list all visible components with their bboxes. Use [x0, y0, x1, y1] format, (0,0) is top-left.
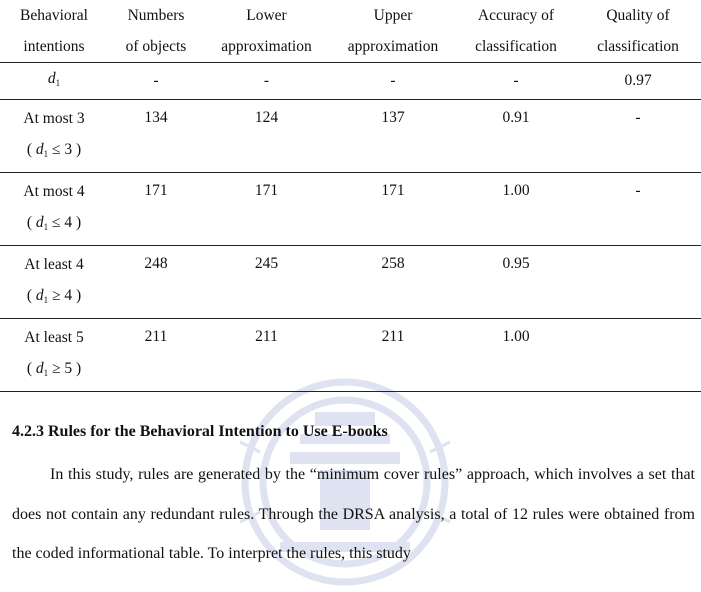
cell: 171	[108, 173, 204, 246]
cell: -	[575, 173, 701, 246]
table-row	[0, 246, 701, 319]
cell: 211	[204, 319, 329, 392]
table-row	[0, 100, 701, 173]
cell: 258	[329, 246, 457, 319]
body-paragraph: In this study, rules are generated by the “minimum cover rules” approach, which involves a set that does not contain any redundant rules. Through the DRSA analysis, a total of 12 rules were obtained from the coded informational table. To interpret the rules, this study	[12, 466, 695, 562]
cell: 124	[204, 100, 329, 173]
cell: 248	[108, 246, 204, 319]
row-label: At least 4 ( $d_1 \ge 4$ )	[0, 246, 108, 319]
header-lower-approximation: Lower approximation	[221, 7, 312, 55]
cell: -	[457, 63, 575, 100]
table-row	[0, 173, 701, 246]
cell: 137	[329, 100, 457, 173]
table-header-row	[0, 0, 701, 63]
table-row	[0, 319, 701, 392]
header-behavioral-intentions: Behavioral intentions	[19, 7, 88, 55]
header-upper-approximation: Upper approximation	[347, 7, 439, 55]
header-accuracy-of-classification: Accuracy of classification	[475, 7, 557, 55]
cell	[575, 246, 701, 319]
section-heading: 4.2.3 Rules for the Behavioral Intention to Use E-books	[12, 423, 388, 440]
row-label: At most 3 ( $d_1 \le 3$ )	[0, 100, 108, 173]
cell: 0.97	[575, 63, 701, 100]
header-numbers-of-objects: Numbers of objects	[125, 7, 187, 55]
cell: -	[575, 100, 701, 173]
cell: -	[204, 63, 329, 100]
cell: 0.91	[457, 100, 575, 173]
cell: -	[329, 63, 457, 100]
cell: 1.00	[457, 319, 575, 392]
cell: 1.00	[457, 173, 575, 246]
cell: 211	[329, 319, 457, 392]
cell	[575, 319, 701, 392]
row-label: At most 4 ( $d_1 \le 4$ )	[0, 173, 108, 246]
cell: 171	[329, 173, 457, 246]
cell: 245	[204, 246, 329, 319]
header-quality-of-classification: Quality of classification	[597, 7, 679, 55]
cell-d1-label: $d_1$	[0, 63, 108, 100]
cell: 171	[204, 173, 329, 246]
row-label: At least 5 ( $d_1 \ge 5$ )	[0, 319, 108, 392]
cell: 0.95	[457, 246, 575, 319]
table-row-d1	[0, 63, 701, 100]
cell: 211	[108, 319, 204, 392]
cell: -	[108, 63, 204, 100]
cell: 134	[108, 100, 204, 173]
